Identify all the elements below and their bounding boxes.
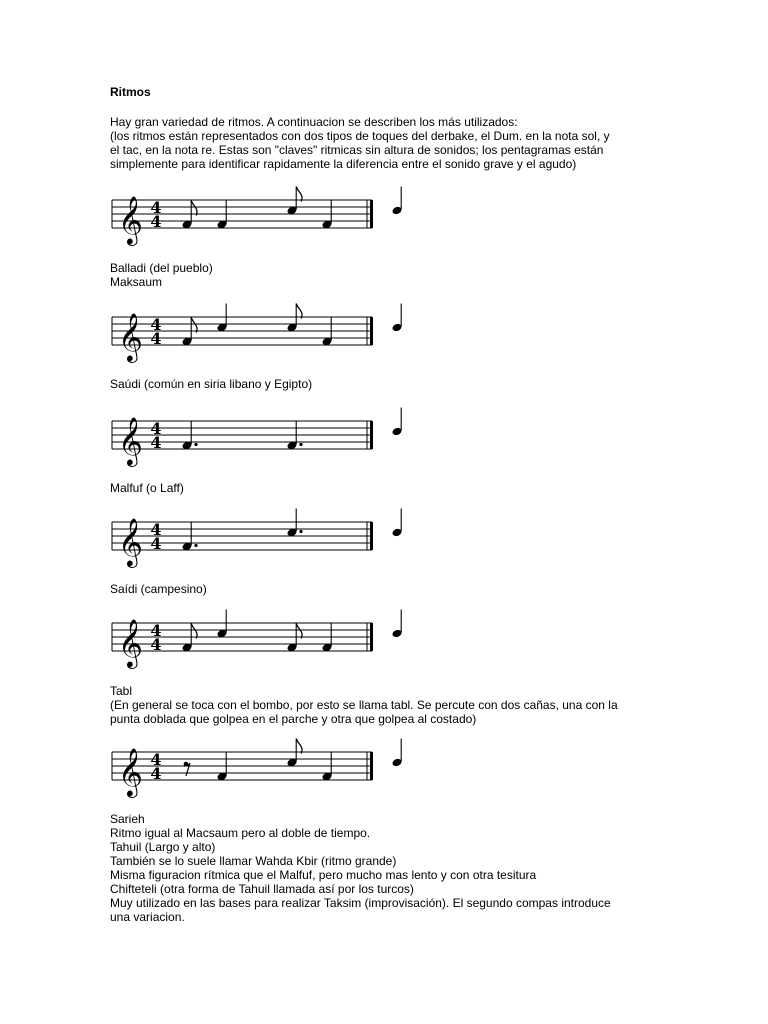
dum-dotted-quarter-note [182, 523, 198, 552]
tac-quarter-note [392, 187, 403, 216]
intro-paragraph [110, 115, 610, 171]
tac-eighth-note [287, 304, 303, 333]
dum-quarter-note [322, 318, 333, 347]
tac-quarter-note [392, 509, 403, 538]
caption-line: Tahuil (Largo y alto) [110, 840, 216, 854]
treble-clef-icon: 𝄞 [118, 517, 143, 566]
intro-line: (los ritmos están representados con dos tipos de toques del derbake, el Dum. en la nota sol, y [110, 129, 610, 143]
music-staff [0, 603, 768, 673]
time-signature-bottom: 4 [150, 433, 162, 452]
rhythm-caption [110, 684, 618, 726]
caption-line: Saúdi (común en siria libano y Egipto) [110, 377, 313, 391]
tac-quarter-note [217, 610, 228, 639]
rhythm-caption [110, 261, 213, 289]
time-signature-bottom: 4 [150, 534, 162, 553]
eighth-rest-icon [184, 762, 190, 776]
caption-line: Misma figuracion rítmica que el Malfuf, pero mucho mas lento y con otra tesitura [110, 868, 537, 882]
dum-dotted-quarter-note [287, 422, 303, 451]
final-barline-thick [370, 317, 373, 345]
tac-eighth-note [287, 739, 303, 768]
treble-clef-icon: 𝄞 [118, 312, 143, 361]
tac-quarter-note [392, 610, 403, 639]
time-signature-top: 4 [150, 750, 162, 769]
dum-quarter-note [217, 753, 228, 782]
tac-quarter-note [217, 304, 228, 333]
dum-eighth-note [182, 624, 198, 653]
music-staff [0, 732, 768, 802]
time-signature-top: 4 [150, 520, 162, 539]
final-barline-thick [370, 421, 373, 449]
caption-line: Sarieh [110, 812, 145, 826]
rhythm-caption [110, 377, 312, 391]
dum-quarter-note [322, 624, 333, 653]
caption-line: una variacion. [110, 910, 185, 924]
caption-line: Malfuf (o Laff) [110, 481, 184, 495]
caption-line: Tabl [110, 684, 133, 698]
tac-dotted-quarter-note [287, 509, 303, 538]
intro-line: simplemente para identificar rapidamente la diferencia entre el sonido grave y el agudo) [110, 157, 577, 171]
dum-eighth-note [182, 318, 198, 347]
tac-eighth-note [287, 187, 303, 216]
intro-line: el tac, en la nota re. Estas son "claves" ritmicas sin altura de sonidos; los pentagramas están [110, 143, 604, 157]
caption-line: Chifteteli (otra forma de Tahuil llamada así por los turcos) [110, 882, 414, 896]
tac-quarter-note [392, 739, 403, 768]
time-signature-bottom: 4 [150, 329, 162, 348]
time-signature-top: 4 [150, 419, 162, 438]
time-signature-bottom: 4 [150, 764, 162, 783]
dum-eighth-note [182, 201, 198, 230]
caption-line: Muy utilizado en las bases para realizar Taksim (improvisación). El segundo compas introduce [110, 896, 611, 910]
music-staff [0, 180, 768, 250]
rhythm-caption [110, 481, 184, 495]
rhythm-caption [110, 582, 207, 596]
music-staff [0, 297, 768, 367]
treble-clef-icon: 𝄞 [118, 747, 143, 796]
final-barline-thick [370, 752, 373, 780]
page-title: Ritmos [110, 85, 151, 99]
dum-dotted-quarter-note [182, 422, 198, 451]
final-barline-thick [370, 200, 373, 228]
dum-quarter-note [322, 753, 333, 782]
time-signature-top: 4 [150, 621, 162, 640]
time-signature-bottom: 4 [150, 635, 162, 654]
tac-quarter-note [392, 304, 403, 333]
dum-quarter-note [217, 201, 228, 230]
caption-line: (En general se toca con el bombo, por esto se llama tabl. Se percute con dos cañas, una con la [110, 698, 618, 712]
treble-clef-icon: 𝄞 [118, 618, 143, 667]
time-signature-bottom: 4 [150, 212, 162, 231]
caption-line: También se lo suele llamar Wahda Kbir (ritmo grande) [110, 854, 397, 868]
caption-line: Ritmo igual al Macsaum pero al doble de tiempo. [110, 826, 371, 840]
dum-quarter-note [322, 201, 333, 230]
caption-line: Maksaum [110, 275, 163, 289]
final-barline-thick [370, 623, 373, 651]
final-barline-thick [370, 522, 373, 550]
caption-line: Saídi (campesino) [110, 582, 207, 596]
intro-line: Hay gran variedad de ritmos. A continuacion se describen los más utilizados: [110, 115, 518, 129]
tac-quarter-note [392, 408, 403, 437]
music-staff [0, 401, 768, 471]
treble-clef-icon: 𝄞 [118, 416, 143, 465]
caption-line: punta doblada que golpea en el parche y otra que golpea al costado) [110, 712, 477, 726]
dum-eighth-note [287, 624, 303, 653]
time-signature-top: 4 [150, 198, 162, 217]
rhythm-caption [110, 812, 611, 924]
treble-clef-icon: 𝄞 [118, 195, 143, 244]
time-signature-top: 4 [150, 315, 162, 334]
music-staff [0, 502, 768, 572]
caption-line: Balladi (del pueblo) [110, 261, 213, 275]
